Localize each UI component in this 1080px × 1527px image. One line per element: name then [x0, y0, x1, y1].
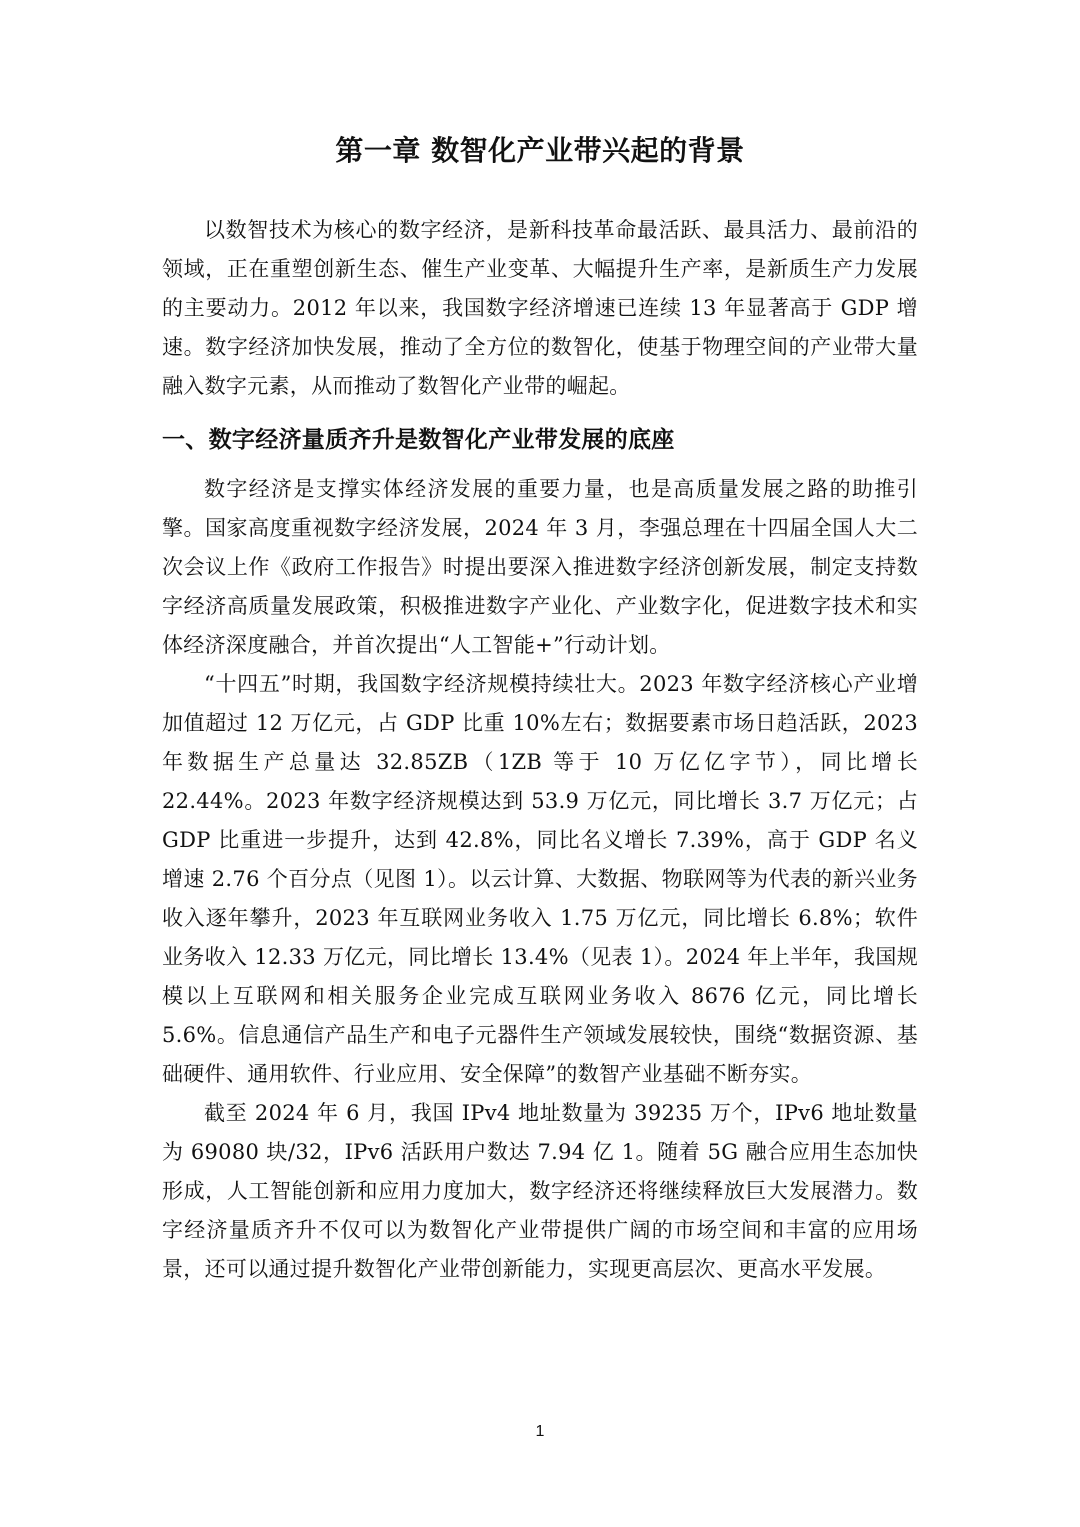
page-number: 1	[535, 1423, 545, 1440]
chapter-title: 第一章 数智化产业带兴起的背景	[335, 134, 745, 167]
body-paragraph-1: 数字经济是支撑实体经济发展的重要力量，也是高质量发展之路的助推引擎。国家高度重视数字经济发展，2024 年 3 月，李强总理在十四届全国人大二次会议上作《政府工作报告》时提出要深入推进数字经济创新发展，制定支持数字经济高质量发展政策，积极推进数字产业化、产业数字化，促进数字技术和实体经济深度融合，并首次提出“人工智能+”行动计划。	[162, 477, 918, 657]
body-paragraph-3: 截至 2024 年 6 月，我国 IPv4 地址数量为 39235 万个，IPv6 地址数量为 69080 块/32，IPv6 活跃用户数达 7.94 亿 1。随着 5G 融合应用生态加快形成，人工智能创新和应用力度加大，数字经济还将继续释放巨大发展潜力。数字经济量质齐升不仅可以为数智化产业带提供广阔的市场空间和丰富的应用场景，还可以通过提升数智化产业带创新能力，实现更高层次、更高水平发展。	[162, 1101, 918, 1281]
body-paragraph-2: “十四五”时期，我国数字经济规模持续壮大。2023 年数字经济核心产业增加值超过 12 万亿元，占 GDP 比重 10%左右；数据要素市场日趋活跃，2023 年数据生产总量达 32.85ZB（1ZB 等于 10 万亿亿字节），同比增长 22.44%。2023 年数字经济规模达到 53.9 万亿元，同比增长 3.7 万亿元；占 GDP 比重进一步提升，达到 42.8%，同比名义增长 7.39%，高于 GDP 名义增速 2.76 个百分点（见图 1）。以云计算、大数据、物联网等为代表的新兴业务收入逐年攀升，2023 年互联网业务收入 1.75 万亿元，同比增长 6.8%；软件业务收入 12.33 万亿元，同比增长 13.4%（见表 1）。2024 年上半年，我国规模以上互联网和相关服务企业完成互联网业务收入 8676 亿元，同比增长 5.6%。信息通信产品生产和电子元器件生产领域发展较快，围绕“数据资源、基础硬件、通用软件、行业应用、安全保障”的数智产业基础不断夯实。	[162, 672, 918, 1086]
page-content	[162, 128, 918, 1289]
section-title: 一、数字经济量质齐升是数智化产业带发展的底座	[162, 427, 675, 453]
intro-paragraph: 以数智技术为核心的数字经济，是新科技革命最活跃、最具活力、最前沿的领域，正在重塑创新生态、催生产业变革、大幅提升生产率，是新质生产力发展的主要动力。2012 年以来，我国数字经济增速已连续 13 年显著高于 GDP 增速。数字经济加快发展，推动了全方位的数智化，使基于物理空间的产业带大量融入数字元素，从而推动了数智化产业带的崛起。	[162, 218, 918, 398]
